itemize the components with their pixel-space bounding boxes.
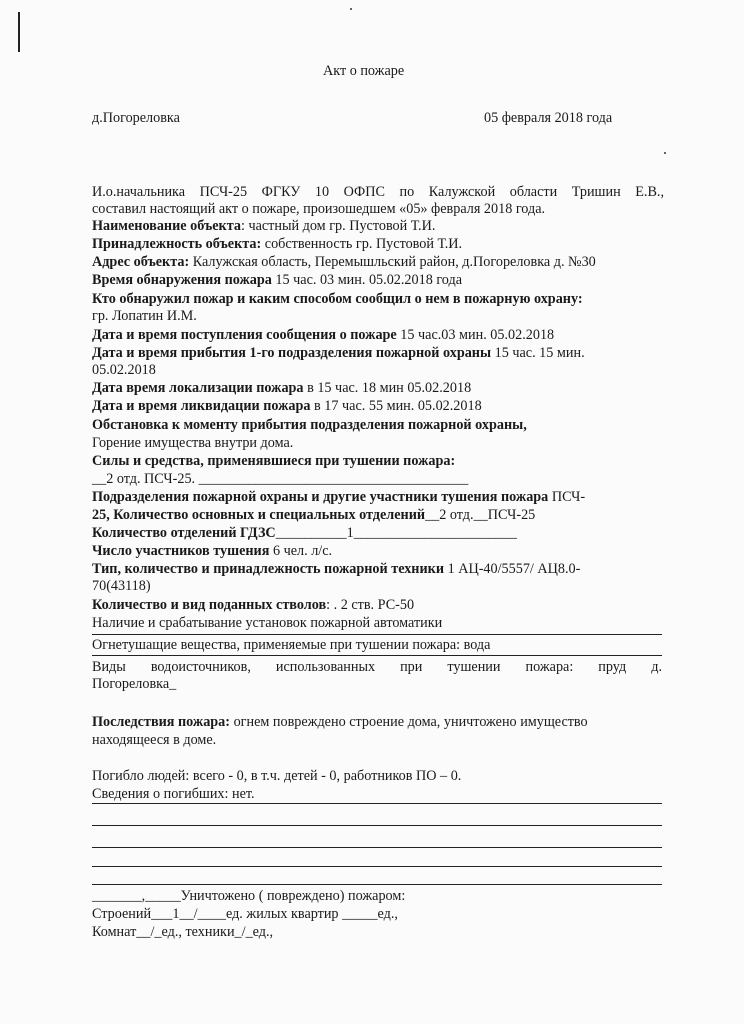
discoverer-value: гр. Лопатин И.М. — [92, 308, 197, 324]
localization-row — [92, 380, 471, 397]
field-value: ПСЧ- — [548, 489, 586, 505]
ownership-row — [92, 236, 462, 253]
field-label: Дата и время прибытия 1-го подразделения пожарной охраны — [92, 345, 492, 361]
forces-value: __2 отд. ПСЧ-25. ______________________________________ — [92, 471, 469, 487]
field-value: 15 час. 03 мин. 05.02.2018 года — [271, 272, 463, 288]
nozzles-row — [92, 597, 414, 614]
field-value: огнем повреждено строение дома, уничтожено имущество — [230, 714, 588, 730]
casualties: Погибло людей: всего - 0, в т.ч. детей - 0, работников ПО – 0. — [92, 768, 462, 784]
margin-pen-mark — [18, 12, 20, 52]
report-time-row — [92, 327, 554, 344]
equipment-row — [92, 561, 580, 578]
units-row-1 — [92, 489, 585, 506]
participants-row — [92, 543, 332, 560]
water-sources-label: Виды водоисточников, использованных при тушении пожара: пруд д. — [92, 659, 662, 675]
field-label: Дата и время ликвидации пожара — [92, 398, 311, 414]
field-value: Калужская область, Перемышльский район, д.Погореловка д. №30 — [189, 254, 596, 270]
document-title: Акт о пожаре — [323, 63, 405, 79]
forces-label: Силы и средства, применявшиеся при тушении пожара: — [92, 453, 456, 469]
rule-line — [92, 825, 662, 826]
rule-line — [92, 655, 662, 656]
intro-line-1: И.о.начальника ПСЧ-25 ФГКУ 10 ОФПС по Калужской области Тришин Е.В., — [92, 184, 664, 200]
consequences-row — [92, 714, 588, 731]
rooms-row: Комнат__/_ед., техники_/_ед., — [92, 924, 274, 940]
rule-line — [92, 884, 662, 885]
rule-line — [92, 634, 662, 635]
rule-line — [92, 847, 662, 848]
arrival-date: 05.02.2018 — [92, 362, 156, 378]
field-label: Время обнаружения пожара — [92, 272, 272, 288]
field-label: Количество и вид поданных стволов — [92, 597, 327, 613]
field-label: Наименование объекта — [92, 218, 241, 234]
field-label: Подразделения пожарной охраны и другие участники тушения пожара — [92, 489, 549, 505]
field-value: 15 час.03 мин. 05.02.2018 — [396, 327, 555, 343]
intro-line-2: составил настоящий акт о пожаре, произошедшем «05» февраля 2018 года. — [92, 201, 546, 217]
buildings-row: Строений___1__/____ед. жилых квартир _____ед., — [92, 906, 398, 922]
field-label: Адрес объекта: — [92, 254, 190, 270]
field-value: 15 час. 15 мин. — [491, 345, 585, 361]
situation-value: Горение имущества внутри дома. — [92, 435, 294, 451]
consequences-value-2: находящееся в доме. — [92, 732, 217, 748]
detection-time-row — [92, 272, 462, 289]
field-label: Тип, количество и принадлежность пожарной техники — [92, 561, 445, 577]
place: д.Погореловка — [92, 110, 180, 126]
scan-speck — [664, 152, 666, 154]
equipment-value-2: 70(43118) — [92, 578, 151, 594]
rule-line — [92, 803, 662, 804]
destroyed-header: _______,_____Уничтожено ( повреждено) пожаром: — [92, 888, 406, 904]
scan-speck — [350, 8, 352, 10]
date: 05 февраля 2018 года — [484, 110, 613, 126]
gdzs-row — [92, 525, 517, 542]
discoverer-label: Кто обнаружил пожар и каким способом сообщил о нем в пожарную охрану: — [92, 291, 583, 307]
object-name-row — [92, 218, 435, 235]
automation-label: Наличие и срабатывание установок пожарной автоматики — [92, 615, 443, 631]
deceased-info: Сведения о погибших: нет. — [92, 786, 255, 802]
water-sources-value: Погореловка_ — [92, 676, 177, 692]
field-value: __2 отд.__ПСЧ-25 — [425, 507, 536, 523]
field-value: 6 чел. л/с. — [269, 543, 333, 559]
field-value: собственность гр. Пустовой Т.И. — [261, 236, 463, 252]
field-label: Дата время локализации пожара — [92, 380, 304, 396]
arrival-row — [92, 345, 585, 362]
field-label: Последствия пожара: — [92, 714, 231, 730]
liquidation-row — [92, 398, 482, 415]
agents-label: Огнетушащие вещества, применяемые при тушении пожара: вода — [92, 637, 491, 653]
field-label: Число участников тушения — [92, 543, 270, 559]
field-label: Дата и время поступления сообщения о пожаре — [92, 327, 397, 343]
address-row — [92, 254, 596, 271]
field-label: Принадлежность объекта: — [92, 236, 262, 252]
field-label: Количество отделений ГДЗС — [92, 525, 276, 541]
rule-line — [92, 866, 662, 867]
field-value: : частный дом гр. Пустовой Т.И. — [240, 218, 436, 234]
field-value: : . 2 ств. РС-50 — [326, 597, 415, 613]
field-value: в 15 час. 18 мин 05.02.2018 — [303, 380, 472, 396]
units-row-2 — [92, 507, 535, 524]
field-label: 25, Количество основных и специальных отделений — [92, 507, 426, 523]
situation-label: Обстановка к моменту прибытия подразделения пожарной охраны, — [92, 417, 527, 433]
field-value: __________1_______________________ — [275, 525, 517, 541]
field-value: в 17 час. 55 мин. 05.02.2018 — [310, 398, 482, 414]
field-value: 1 АЦ-40/5557/ АЦ8.0- — [444, 561, 581, 577]
